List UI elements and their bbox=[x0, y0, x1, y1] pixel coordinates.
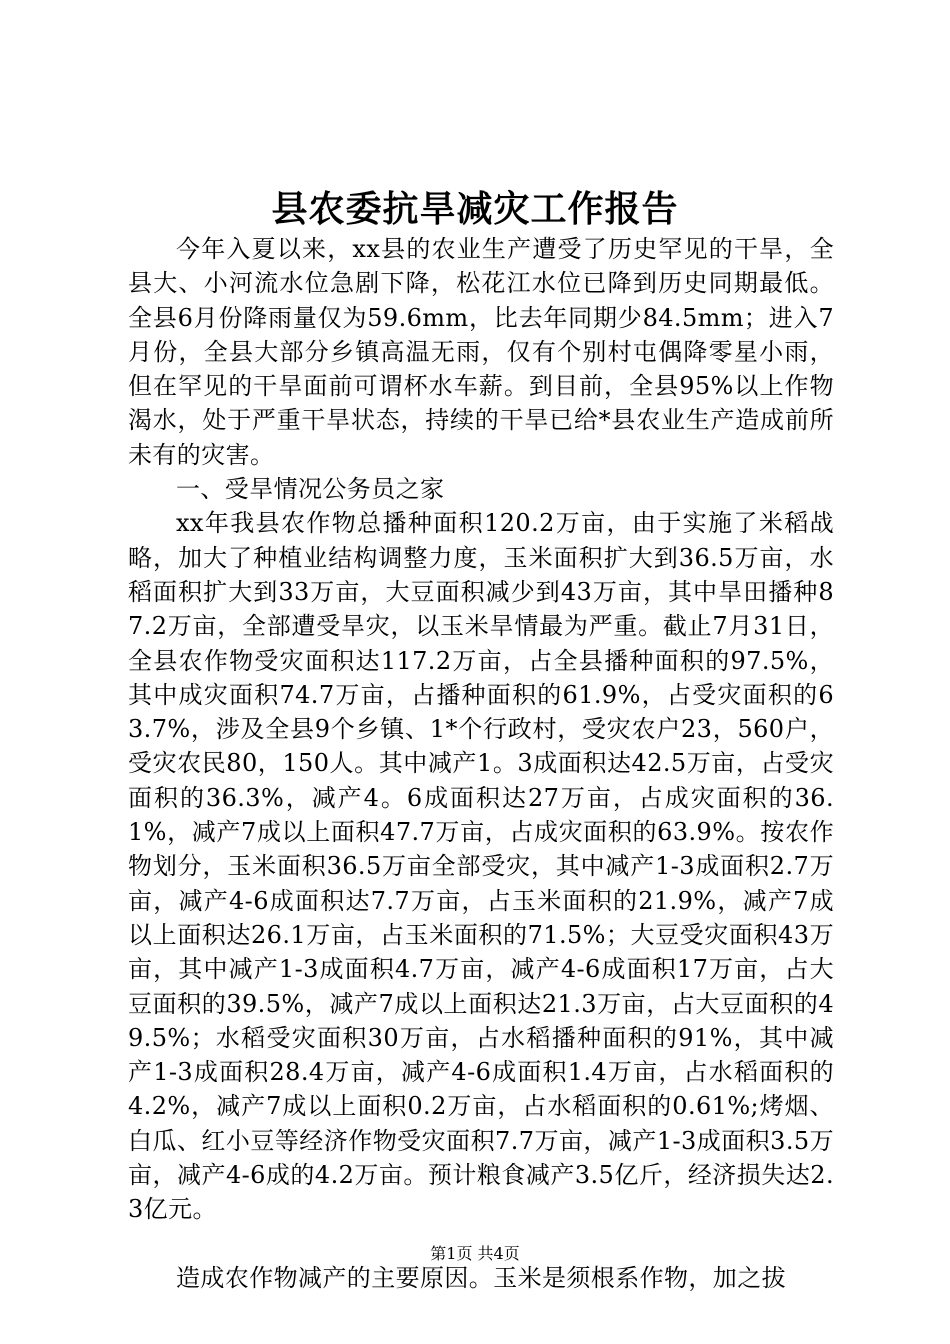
paragraph-drought-statistics: xx年我县农作物总播种面积120.2万亩，由于实施了米稻战略，加大了种植业结构调整力度，玉米面积扩大到36.5万亩，水稻面积扩大到33万亩，大豆面积减少到43万亩，其中旱田播种87.2万亩，全部遭受旱灾，以玉米旱情最为严重。截止7月31日，全县农作物受灾面积达117.2万亩，占全县播种面积的97.5%，其中成灾面积74.7万亩，占播种面积的61.9%，占受灾面积的63.7%，涉及全县9个乡镇、1*个行政村，受灾农户23，560户，受灾农民80，150人。其中减产1。3成面积达42.5万亩，占受灾面积的36.3%，减产4。6成面积达27万亩，占成灾面积的36.1%，减产7成以上面积47.7万亩，占成灾面积的63.9%。按农作物划分，玉米面积36.5万亩全部受灾，其中减产1-3成面积2.7万亩，减产4-6成面积达7.7万亩，占玉米面积的21.9%，减产7成以上面积达26.1万亩，占玉米面积的71.5%；大豆受灾面积43万亩，其中减产1-3成面积4.7万亩，减产4-6成面积17万亩，占大豆面积的39.5%，减产7成以上面积达21.3万亩，占大豆面积的49.5%；水稻受灾面积30万亩，占水稻播种面积的91%，其中减产1-3成面积28.4万亩，减产4-6成面积1.4万亩，占水稻面积的4.2%，减产7成以上面积0.2万亩，占水稻面积的0.61%;烤烟、白瓜、红小豆等经济作物受灾面积7.7万亩，减产1-3成面积3.5万亩，减产4-6成的4.2万亩。预计粮食减产3.5亿斤，经济损失达2.3亿元。 bbox=[128, 509, 834, 1224]
page-number: 第1页 bbox=[430, 1244, 473, 1263]
page-total: 共4页 bbox=[477, 1244, 520, 1263]
paragraph-causes: 造成农作物减产的主要原因。玉米是须根系作物，加之拔 bbox=[176, 1263, 786, 1292]
page-footer bbox=[0, 1244, 950, 1264]
paragraph-intro: 今年入夏以来，xx县的农业生产遭受了历史罕见的干旱，全县大、小河流水位急剧下降，松花江水位已降到历史同期最低。全县6月份降雨量仅为59.6mm，比去年同期少84.5mm；进入7月份，全县大部分乡镇高温无雨，仅有个别村屯偶降零星小雨，但在罕见的干旱面前可谓杯水车薪。到目前，全县95%以上作物渴水，处于严重干旱状态，持续的干旱已给*县农业生产造成前所未有的灾害。 bbox=[128, 235, 834, 469]
document-title: 县农委抗旱减灾工作报告 bbox=[271, 188, 679, 230]
section-heading: 一、受旱情况公务员之家 bbox=[176, 475, 445, 504]
document-body bbox=[128, 232, 834, 1295]
